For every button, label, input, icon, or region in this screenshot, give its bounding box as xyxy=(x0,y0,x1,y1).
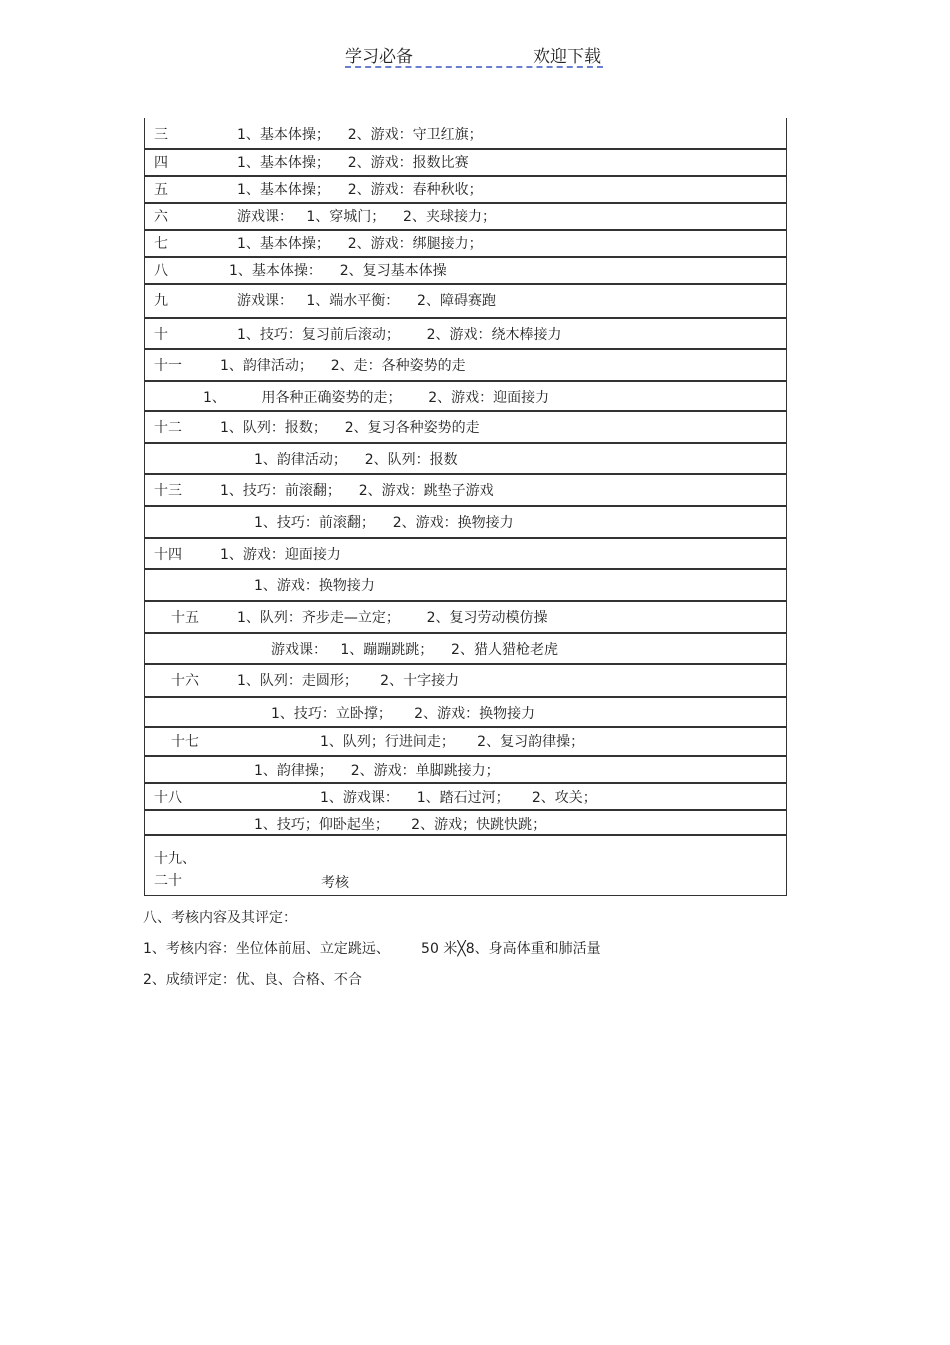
table-row xyxy=(145,696,786,728)
page-header xyxy=(345,40,603,68)
content-cell: 游戏课： 1、穿城门； 2、夹球接力； xyxy=(237,209,496,225)
content-cell: 1、韵律活动； 2、走：各种姿势的走 xyxy=(220,358,466,374)
table-row xyxy=(145,175,786,204)
table-row xyxy=(145,442,786,475)
table-row xyxy=(145,283,786,319)
week-cell: 二十 xyxy=(154,873,182,889)
content-cell: 1、队列；行进间走； 2、复习韵律操； xyxy=(320,734,585,750)
table-row xyxy=(145,663,786,698)
content-cell: 1、基本体操： 2、复习基本体操 xyxy=(229,263,447,279)
week-cell: 七 xyxy=(154,236,168,252)
table-row xyxy=(145,568,786,602)
schedule-table xyxy=(144,118,787,896)
content-cell: 1、队列：走圆形； 2、十字接力 xyxy=(237,673,460,689)
table-row xyxy=(145,202,786,231)
table-row xyxy=(145,866,786,895)
week-cell: 八 xyxy=(154,263,168,279)
table-row xyxy=(145,632,786,665)
content-cell: 1、技巧：复习前后滚动； 2、游戏：绕木棒接力 xyxy=(237,327,562,343)
table-row xyxy=(145,229,786,258)
table-row xyxy=(145,537,786,570)
content-cell: 游戏课： 1、端水平衡： 2、障碍赛跑 xyxy=(237,293,496,309)
content-cell: 1、韵律活动； 2、队列：报数 xyxy=(254,452,458,468)
content-cell: 1、队列：齐步走—立定； 2、复习劳动模仿操 xyxy=(237,610,548,626)
assessment-grading: 2、成绩评定：优、良、合格、不合 xyxy=(143,972,362,988)
week-cell: 十五 xyxy=(171,610,199,626)
week-cell: 四 xyxy=(154,155,168,171)
week-cell: 十七 xyxy=(171,734,199,750)
content-cell: 1、基本体操； 2、游戏：绑腿接力； xyxy=(237,236,483,252)
content-cell: 1、技巧：前滚翻； 2、游戏：换物接力 xyxy=(254,515,514,531)
assessment-content: 1、考核内容：坐位体前屈、立定跳远、 50 米╳8、身高体重和肺活量 xyxy=(143,941,601,957)
week-cell: 三 xyxy=(154,127,168,143)
table-row xyxy=(145,473,786,507)
content-cell: 1、基本体操； 2、游戏：春种秋收； xyxy=(237,182,483,198)
table-row xyxy=(145,755,786,784)
table-row xyxy=(145,148,786,177)
content-cell: 考核 xyxy=(321,875,349,891)
content-cell: 1、韵律操； 2、游戏：单脚跳接力； xyxy=(254,763,500,779)
content-cell: 1、基本体操； 2、游戏：守卫红旗； xyxy=(237,127,483,143)
week-cell: 十九、 xyxy=(154,851,196,867)
table-row xyxy=(145,726,786,757)
table-row xyxy=(145,600,786,634)
content-cell: 1、队列：报数； 2、复习各种姿势的走 xyxy=(220,420,480,436)
week-cell: 十四 xyxy=(154,547,182,563)
table-row xyxy=(145,809,786,836)
week-cell: 十一 xyxy=(154,358,182,374)
content-cell: 1、技巧；仰卧起坐； 2、游戏；快跳快跳； xyxy=(254,817,547,833)
table-row xyxy=(145,505,786,539)
content-cell: 1、游戏：迎面接力 xyxy=(220,547,341,563)
table-row xyxy=(145,348,786,382)
table-row xyxy=(145,782,786,811)
week-cell: 十三 xyxy=(154,483,182,499)
content-cell: 1、 用各种正确姿势的走； 2、游戏：迎面接力 xyxy=(203,390,550,406)
content-cell: 1、游戏：换物接力 xyxy=(254,578,375,594)
table-row xyxy=(145,317,786,350)
table-row xyxy=(145,834,786,868)
table-row xyxy=(145,256,786,285)
content-cell: 1、技巧：前滚翻； 2、游戏：跳垫子游戏 xyxy=(220,483,494,499)
week-cell: 十八 xyxy=(154,790,182,806)
table-row xyxy=(145,118,786,148)
assessment-heading: 八、考核内容及其评定： xyxy=(143,910,297,926)
week-cell: 五 xyxy=(154,182,168,198)
week-cell: 十六 xyxy=(171,673,199,689)
week-cell: 六 xyxy=(154,209,168,225)
content-cell: 1、技巧：立卧撑； 2、游戏：换物接力 xyxy=(271,706,536,722)
week-cell: 十 xyxy=(154,327,168,343)
week-cell: 十二 xyxy=(154,420,182,436)
week-cell: 九 xyxy=(154,293,168,309)
content-cell: 1、游戏课： 1、踏石过河； 2、攻关； xyxy=(320,790,597,806)
header-right-text: 欢迎下载 xyxy=(533,47,601,67)
content-cell: 游戏课： 1、蹦蹦跳跳； 2、猎人猎枪老虎 xyxy=(271,642,558,658)
table-row xyxy=(145,380,786,412)
header-left-text: 学习必备 xyxy=(345,47,413,67)
content-cell: 1、基本体操； 2、游戏：报数比赛 xyxy=(237,155,469,171)
table-row xyxy=(145,410,786,444)
